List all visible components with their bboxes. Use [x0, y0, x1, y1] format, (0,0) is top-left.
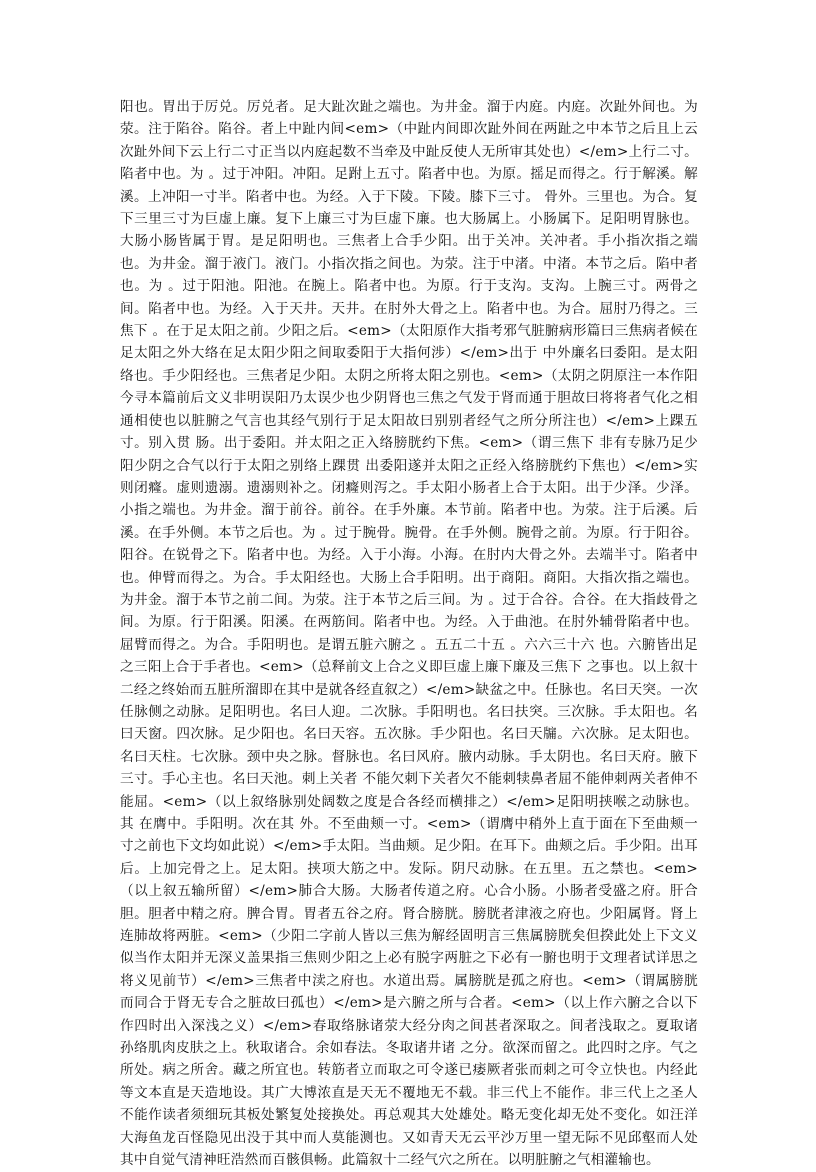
document-page [120, 96, 703, 1172]
body-text: 阳也。胃出于厉兑。厉兑者。足大趾次趾之端也。为井金。溜于内庭。内庭。次趾外间也。为荥。注于陷谷。陷谷。者上中趾内间<em>（中趾内间即次趾外间在两趾之中本节之后且上云次趾外间下云上行二寸正当以内庭起数不当牵及中趾反使人无所审其处也）</em>上行二寸。陷者中也。为 。过于冲阳。冲阳。足跗上五寸。陷者中也。为原。摇足而得之。行于解溪。解溪。上冲阳一寸半。陷者中也。为经。入于下陵。下陵。膝下三寸。 骨外。三里也。为合。复下三里三寸为巨虚上廉。复下上廉三寸为巨虚下廉。也大肠属上。小肠属下。足阳明胃脉也。大肠小肠皆属于胃。是足阳明也。三焦者上合手少阳。出于关冲。关冲者。手小指次指之端也。为井金。溜于液门。液门。小指次指之间也。为荥。注于中渚。中渚。本节之后。陷中者也。为 。过于阳池。阳池。在腕上。陷者中也。为原。行于支沟。支沟。上腕三寸。两骨之间。陷者中也。为经。入于天井。天井。在肘外大骨之上。陷者中也。为合。屈肘乃得之。三焦下 。在于足太阳之前。少阳之后。<em>（太阳原作大指考邪气脏腑病形篇曰三焦病者候在足太阳之外大络在足太阳少阳之间取委阳于大指何涉）</em>出于 中外廉名曰委阳。是太阳络也。手少阳经也。三焦者足少阳。太阴之所将太阳之别也。<em>（太阴之阴原注一本作阳今寻本篇前后文义非明误阳乃太误少也少阴肾也三焦之气发于肾而通于胆故曰将将者气化之相通相使也以脏腑之气言也其经气别行于足太阳故曰别别者经气之所分所注也）</em>上踝五寸。别入贯 肠。出于委阳。并太阳之正入络膀胱约下焦。<em>（谓三焦下 非有专脉乃足少阳少阴之合气以行于太阳之别络上踝贯 出委阳遂并太阳之正经入络膀胱约下焦也）</em>实则闭癃。虚则遗溺。遗溺则补之。闭癃则泻之。手太阳小肠者上合于太阳。出于少泽。少泽。小指之端也。为井金。溜于前谷。前谷。在手外廉。本节前。陷者中也。为荥。注于后溪。后溪。在手外侧。本节之后也。为 。过于腕骨。腕骨。在手外侧。腕骨之前。为原。行于阳谷。阳谷。在锐骨之下。陷者中也。为经。入于小海。小海。在肘内大骨之外。去端半寸。陷者中也。伸臂而得之。为合。手太阳经也。大肠上合手阳明。出于商阳。商阳。大指次指之端也。为井金。溜于本节之前二间。为荥。注于本节之后三间。为 。过于合谷。合谷。在大指歧骨之间。为原。行于阳溪。阳溪。在两筋间。陷者中也。为经。入于曲池。在肘外辅骨陷者中也。屈臂而得之。为合。手阳明也。是谓五脏六腑之 。五五二十五 。六六三十六 也。六腑皆出足之三阳上合于手者也。<em>（总释前文上合之义即巨虚上廉下廉及三焦下 之事也。以上叙十二经之终始而五脏所溜即在其中是就各经直叙之）</em>缺盆之中。任脉也。名曰天突。一次任脉侧之动脉。足阳明也。名曰人迎。二次脉。手阳明也。名曰扶突。三次脉。手太阳也。名曰天窗。四次脉。足少阳也。名曰天容。五次脉。手少阳也。名曰天牖。六次脉。足太阳也。名曰天柱。七次脉。颈中央之脉。督脉也。名曰风府。腋内动脉。手太阴也。名曰天府。腋下三寸。手心主也。名曰天池。刺上关者 不能欠刺下关者欠不能刺犊鼻者屈不能伸刺两关者伸不能屈。<em>（以上叙络脉别处阔数之度是合各经而横排之）</em>足阳明挟喉之动脉也。其 在膺中。手阳明。次在其 外。不至曲颊一寸。<em>（谓膺中稍外上直于面在下至曲颊一寸之前也下文均如此说）</em>手太阳。当曲颊。足少阳。在耳下。曲颊之后。手少阳。出耳后。上加完骨之上。足太阳。挟项大筋之中。发际。阴尺动脉。在五里。五之禁也。<em>（以上叙五输所留）</em>肺合大肠。大肠者传道之府。心合小肠。小肠者受盛之府。肝合胆。胆者中精之府。脾合胃。胃者五谷之府。肾合膀胱。膀胱者津液之府也。少阳属肾。肾上连肺故将两脏。<em>（少阳二字前人皆以三焦为解经固明言三焦属膀胱矣但揆此处上下文义似当作太阳并无深义盖果指三焦则少阳之上必有脱字两脏之下必有一腑也明于文理者试详思之将义见前节）</em>三焦者中渎之府也。水道出焉。属膀胱是孤之府也。<em>（谓属膀胱而同合于肾无专合之脏故曰孤也）</em>是六腑之所与合者。<em>（以上作六腑之合以下作四时出入深浅之义）</em>春取络脉诸荥大经分肉之间甚者深取之。间者浅取之。夏取诸 孙络肌肉皮肤之上。秋取诸合。余如春法。冬取诸井诸 之分。欲深而留之。此四时之序。气之所处。病之所舍。藏之所宜也。转筋者立而取之可令遂已痿厥者张而刺之可令立快也。内经此等文本直是天造地设。其广大博浓直是天无不覆地无不载。非三代上不能作。非三代上之圣人不能作读者须细玩其板处繁复处接换处。再总观其大处雄处。略无变化却无处不变化。如汪洋大海鱼龙百怪隐见出没于其中而人莫能测也。又如青天无云平沙万里一望无际不见邱壑而人处其中自觉气清神旺浩然而百骸俱畅。此篇叙十二经气穴之所在。以明脏腑之气相灌输也。 [120, 99, 703, 1169]
